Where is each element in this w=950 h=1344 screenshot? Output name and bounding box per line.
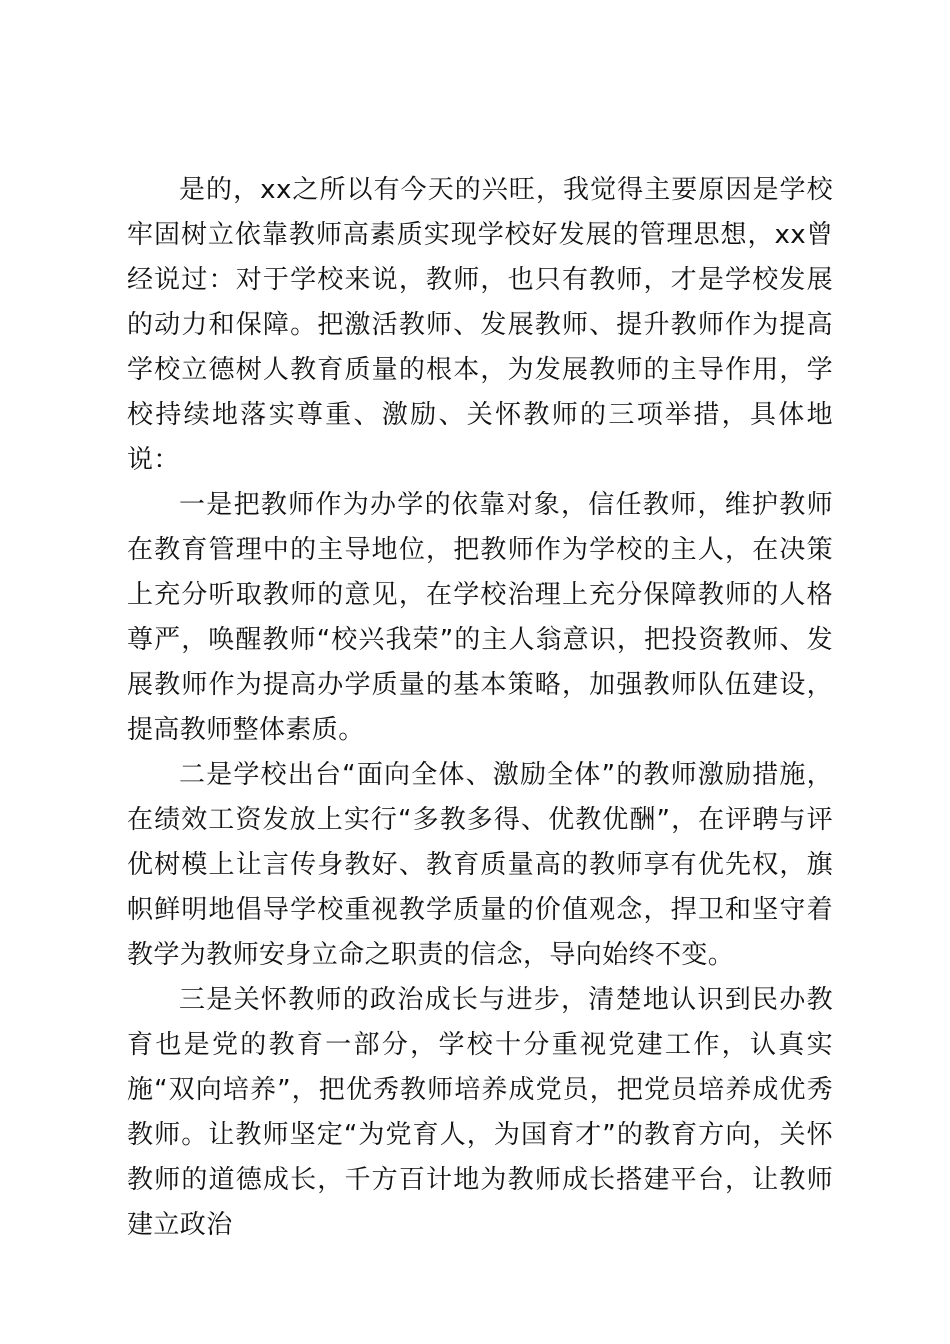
document-body — [127, 168, 833, 1248]
paragraph-point-one: 一是把教师作为办学的依靠对象，信任教师，维护教师在教育管理中的主导地位，把教师作为学校的主人，在决策上充分听取教师的意见，在学校治理上充分保障教师的人格尊严，唤醒教师“校兴我荣”的主人翁意识，把投资教师、发展教师作为提高办学质量的基本策略，加强教师队伍建设，提高教师整体素质。 — [127, 490, 833, 745]
paragraph-point-two: 二是学校出台“面向全体、激励全体”的教师激励措施，在绩效工资发放上实行“多教多得、优教优酬”，在评聘与评优树模上让言传身教好、教育质量高的教师享有优先权，旗帜鲜明地倡导学校重视教学质量的价值观念，捍卫和坚守着教学为教师安身立命之职责的信念，导向始终不变。 — [127, 760, 833, 970]
paragraph-intro: 是的，xx之所以有今天的兴旺，我觉得主要原因是学校牢固树立依靠教师高素质实现学校好发展的管理思想，xx曾经说过：对于学校来说，教师，也只有教师，才是学校发展的动力和保障。把激活教师、发展教师、提升教师作为提高学校立德树人教育质量的根本，为发展教师的主导作用，学校持续地落实尊重、激励、关怀教师的三项举措，具体地说： — [127, 175, 833, 475]
paragraph-point-three: 三是关怀教师的政治成长与进步，清楚地认识到民办教育也是党的教育一部分，学校十分重视党建工作，认真实施“双向培养”，把优秀教师培养成党员，把党员培养成优秀教师。让教师坚定“为党育人，为国育才”的教育方向，关怀教师的道德成长，千方百计地为教师成长搭建平台，让教师建立政治 — [127, 985, 833, 1240]
